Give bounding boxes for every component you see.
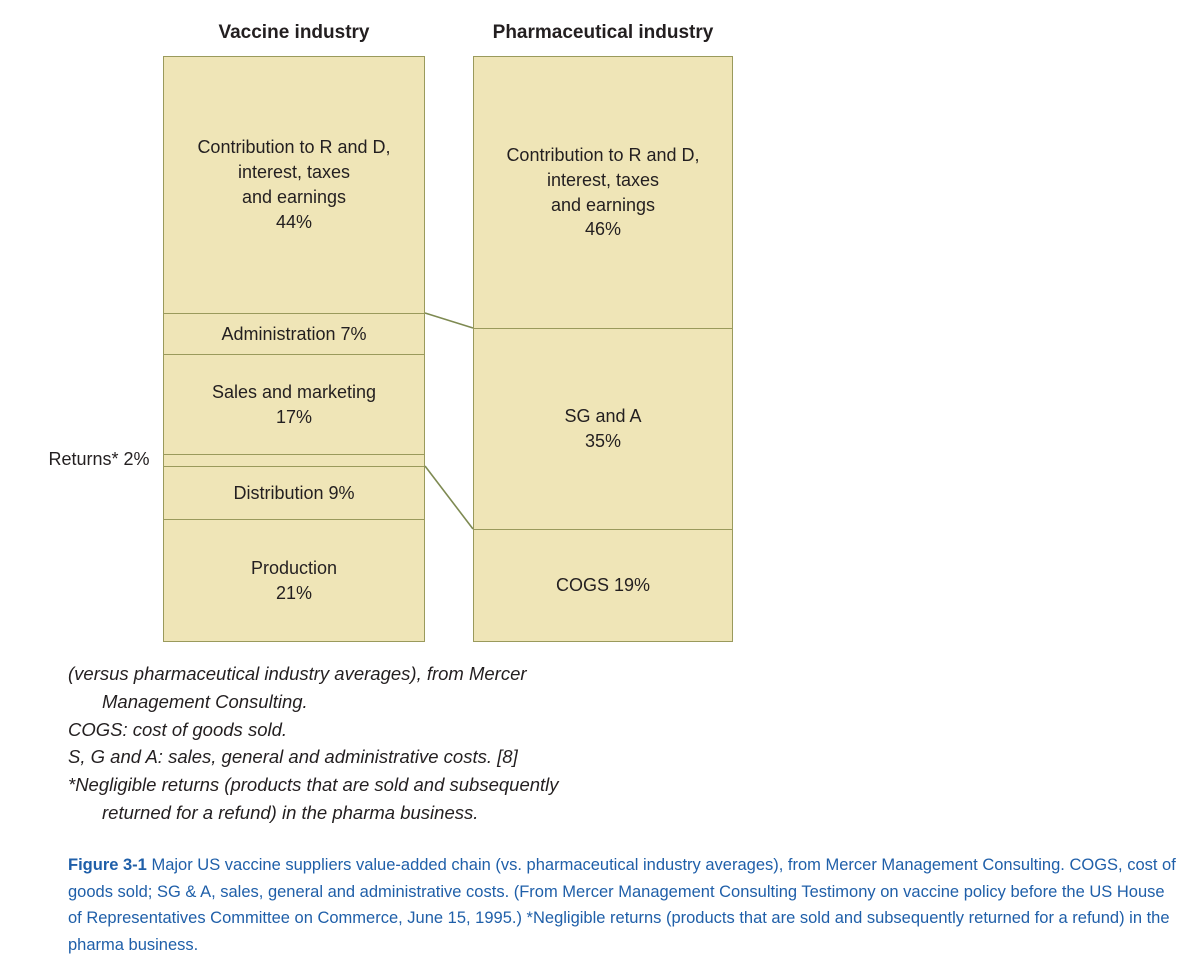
segment-value: 35% — [584, 431, 622, 451]
vaccine-segment-production — [164, 520, 424, 641]
note-line-3: COGS: cost of goods sold. — [68, 718, 288, 740]
segment-value: 17% — [275, 406, 313, 427]
vaccine-segment-sales-and-marketing — [164, 355, 424, 455]
vaccine-segment-contribution — [164, 57, 424, 314]
segment-label-line-1: Contribution to R and D, — [506, 144, 700, 165]
segment-label: Sales and marketing — [211, 381, 377, 402]
vaccine-industry-column — [163, 56, 425, 642]
vaccine-segment-distribution — [164, 467, 424, 520]
figure-caption-text: Major US vaccine suppliers value-added chain (vs. pharmaceutical industry averages), from Mercer Management Consulting. COGS, cost of goods sold; SG & A, sales, general and administrative costs. (From Mercer Management Consulting Testimony on vaccine policy before the US House of Representatives Committee on Commerce, June 15, 1995.) *Negligible returns (products that are sold and subsequently returned for a refund) in the pharma business. — [68, 856, 1176, 955]
pharma-segment-contribution — [474, 57, 732, 329]
returns-callout — [40, 447, 158, 472]
segment-label: Distribution 9% — [233, 482, 355, 503]
vaccine-column-title: Vaccine industry — [218, 22, 370, 43]
segment-label: COGS 19% — [555, 575, 651, 596]
connector-top — [425, 313, 473, 328]
segment-value: 44% — [275, 211, 313, 232]
segment-label: Administration 7% — [221, 323, 367, 344]
segment-label-line-3: and earnings — [241, 187, 347, 207]
figure-label: Figure 3-1 — [68, 856, 147, 874]
note-line-1: (versus pharmaceutical industry averages), from Mercer — [68, 663, 527, 684]
segment-label: SG and A — [564, 406, 642, 427]
vaccine-segment-administration — [164, 314, 424, 355]
pharmaceutical-column-title: Pharmaceutical industry — [492, 22, 714, 43]
figure-caption — [68, 852, 1180, 959]
segment-label-line-3: and earnings — [550, 194, 656, 215]
connector-bottom — [425, 466, 473, 529]
segment-label-line-2: interest, taxes — [237, 162, 351, 183]
figure-notes — [68, 660, 768, 827]
note-line-4: S, G and A: sales, general and administrative costs. [8] — [68, 746, 518, 768]
segment-label-line-2: interest, taxes — [546, 169, 660, 190]
segment-value: 46% — [584, 219, 622, 240]
pharma-segment-cogs — [474, 530, 732, 641]
note-line-6: returned for a refund) in the pharma business. — [102, 801, 479, 823]
note-line-2: Management Consulting. — [102, 690, 308, 712]
segment-label: Production — [250, 557, 338, 578]
note-line-5: *Negligible returns (products that are sold and subsequently — [68, 774, 559, 795]
segment-value: 21% — [275, 582, 313, 603]
returns-label-text: Returns* — [48, 449, 119, 469]
segment-label-line-1: Contribution to R and D, — [197, 137, 391, 158]
pharma-segment-sg-and-a — [474, 329, 732, 530]
vaccine-segment-returns — [164, 455, 424, 467]
returns-value-text: 2% — [123, 449, 150, 469]
pharmaceutical-industry-column — [473, 56, 733, 642]
